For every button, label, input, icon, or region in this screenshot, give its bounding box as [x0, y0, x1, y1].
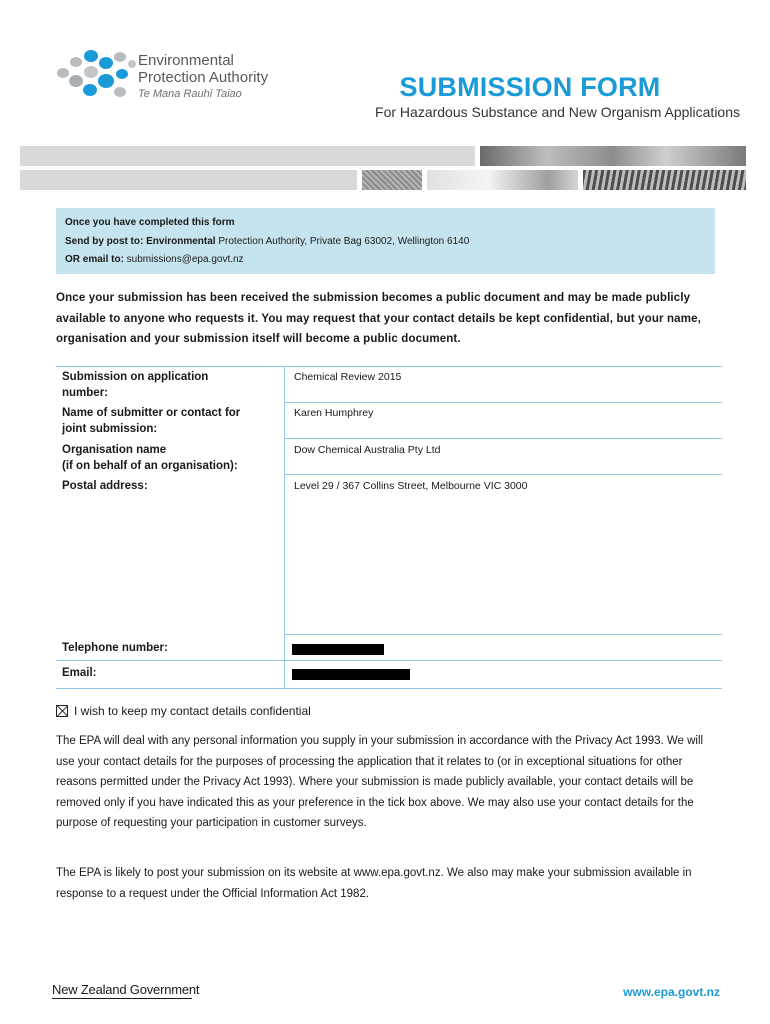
org-name-line1: Environmental	[138, 52, 234, 69]
email-address: OR email to: submissions@epa.govt.nz	[65, 254, 244, 265]
submitter-details-table	[56, 366, 722, 689]
telephone-label: Telephone number:	[62, 642, 168, 654]
form-title: SUBMISSION FORM	[399, 72, 661, 102]
banner-image	[427, 170, 578, 190]
table-rule	[284, 402, 722, 403]
epa-logo-text	[138, 52, 338, 102]
public-document-notice: Once your submission has been received the submission becomes a public document and may be made publicly available to anyone who requests it. You may request that your contact details be kept confidential, but your name, organisation and your submission itself will become a public document.	[56, 292, 701, 345]
table-divider	[284, 366, 285, 689]
footer-website-link[interactable]: www.epa.govt.nz	[623, 985, 720, 999]
org-name-line2: Protection Authority	[138, 69, 269, 86]
email-label: Email:	[62, 667, 97, 679]
redacted-email	[292, 669, 410, 680]
postal-address-label: Postal address:	[62, 480, 148, 492]
banner-strip	[20, 170, 357, 190]
application-number-label: Submission on application number:	[62, 371, 209, 399]
nz-government-rule	[52, 998, 192, 999]
application-number-value[interactable]: Chemical Review 2015	[294, 371, 402, 383]
redacted-telephone	[292, 644, 384, 655]
banner-image	[480, 146, 746, 166]
table-rule	[284, 474, 722, 475]
form-subtitle: For Hazardous Substance and New Organism Applications	[375, 104, 740, 120]
banner-image	[583, 170, 746, 190]
table-rule	[284, 634, 722, 635]
confidential-label: I wish to keep my contact details confidential	[74, 704, 311, 718]
epa-logo-icon	[52, 48, 138, 104]
table-rule	[284, 438, 722, 439]
submission-instructions	[56, 208, 715, 274]
confidential-checkbox[interactable]	[56, 705, 68, 717]
organisation-label: Organisation name (if on behalf of an organisation):	[62, 444, 238, 472]
submitter-name-value[interactable]: Karen Humphrey	[294, 407, 374, 419]
table-rule	[56, 366, 722, 367]
table-rule	[56, 688, 722, 689]
org-maori-name: Te Mana Rauhī Taiao	[138, 88, 242, 100]
postal-address-value[interactable]: Level 29 / 367 Collins Street, Melbourne VIC 3000	[294, 480, 528, 492]
table-rule	[56, 660, 722, 661]
confidential-option[interactable]	[56, 704, 456, 722]
post-address: Send by post to: Environmental Protection Authority, Private Bag 63002, Wellington 6140	[65, 236, 470, 247]
submitter-name-label: Name of submitter or contact for joint submission:	[62, 407, 241, 435]
banner-image	[362, 170, 422, 190]
banner-strip	[20, 146, 475, 166]
organisation-value[interactable]: Dow Chemical Australia Pty Ltd	[294, 444, 441, 456]
nz-government-logo: New Zealand Government	[52, 982, 200, 997]
website-paragraph: The EPA is likely to post your submission on its website at www.epa.govt.nz. We also may make your submission available in response to a request under the Official Information Act 1982.	[56, 867, 692, 900]
instructions-heading: Once you have completed this form	[65, 217, 235, 228]
privacy-paragraph: The EPA will deal with any personal information you supply in your submission in accordance with the Privacy Act 1993. We will use your contact details for the purposes of processing the application that it relates to (or in exceptional situations for other reasons permitted under the Privacy Act 1993). Where your submission is made publicly available, your contact details will be removed only if you have indicated this as your preference in the tick box above. We may also use your contact details for the purpose of requesting your participation in customer surveys.	[56, 735, 704, 829]
